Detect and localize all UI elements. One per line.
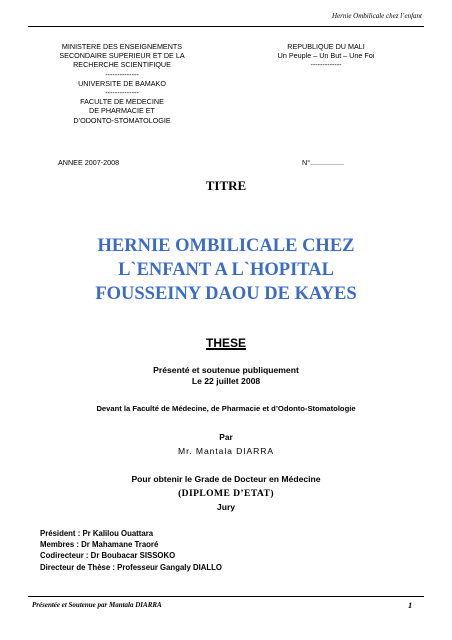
jury-list bbox=[40, 528, 222, 573]
header-rule bbox=[28, 26, 424, 27]
republic-block bbox=[266, 42, 386, 70]
footer-rule bbox=[28, 596, 424, 597]
republic-name: REPUBLIQUE DU MALI bbox=[287, 42, 365, 51]
footer-text: Présentée et Soutenue par Mantala DIARRA bbox=[32, 601, 162, 609]
running-header: Hernie Ombilicale chez l’enfant bbox=[331, 12, 422, 20]
thesis-title bbox=[0, 234, 452, 306]
jury-member: Président : Pr Kalilou Ouattara bbox=[40, 529, 154, 538]
faculty-line: DE PHARMACIE ET bbox=[89, 106, 155, 116]
thesis-title-line: L`ENFANT A L`HOPITAL bbox=[118, 260, 334, 280]
separator-line: ------------- bbox=[310, 60, 342, 70]
separator-line: -------------- bbox=[105, 69, 139, 79]
par-label: Par bbox=[219, 432, 233, 442]
diploma-label: (DIPLOME D’ETAT) bbox=[178, 488, 274, 499]
titre-label: TITRE bbox=[205, 178, 247, 193]
author-name: Mr. Mantala DIARRA bbox=[178, 446, 274, 456]
ministry-block bbox=[38, 42, 206, 125]
presentation-line: Présenté et soutenue publiquement bbox=[153, 365, 299, 375]
faculty-line: FACULTE DE MEDECINE bbox=[80, 97, 164, 107]
jury-heading: Jury bbox=[216, 502, 236, 512]
ministry-line: MINISTERE DES ENSEIGNEMENTS bbox=[61, 42, 183, 51]
degree-statement: Pour obtenir le Grade de Docteur en Médecine bbox=[131, 474, 321, 484]
presentation-date: Le 22 juillet 2008 bbox=[191, 376, 261, 386]
thesis-number: N°................. bbox=[302, 158, 345, 167]
ministry-line: RECHERCHE SCIENTIFIQUE bbox=[73, 60, 171, 70]
faculty-statement: Devant la Faculté de Médecine, de Pharmacie et d’Odonto-Stomatologie bbox=[96, 404, 356, 413]
ministry-line: SECONDAIRE SUPERIEUR ET DE LA bbox=[59, 51, 185, 61]
thesis-title-line: FOUSSEINY DAOU DE KAYES bbox=[95, 284, 357, 304]
jury-member: Directeur de Thèse : Professeur Gangaly DIALLO bbox=[40, 562, 222, 572]
jury-member: Codirecteur : Dr Boubacar SISSOKO bbox=[40, 551, 176, 561]
thesis-title-line: HERNIE OMBILICALE CHEZ bbox=[97, 236, 355, 256]
page-number: 1 bbox=[408, 600, 413, 610]
faculty-line: D’ODONTO-STOMATOLOGIE bbox=[73, 115, 171, 125]
academic-year: ANNEE 2007-2008 bbox=[58, 158, 120, 167]
these-heading: THESE bbox=[205, 336, 246, 350]
republic-motto: Un Peuple – Un But – Une Foi bbox=[277, 51, 375, 61]
presentation-info bbox=[0, 365, 452, 387]
separator-line: -------------- bbox=[105, 88, 139, 98]
university-name: UNIVERSITE DE BAMAKO bbox=[78, 78, 166, 88]
jury-member: Membres : Dr Mahamane Traoré bbox=[40, 540, 159, 550]
